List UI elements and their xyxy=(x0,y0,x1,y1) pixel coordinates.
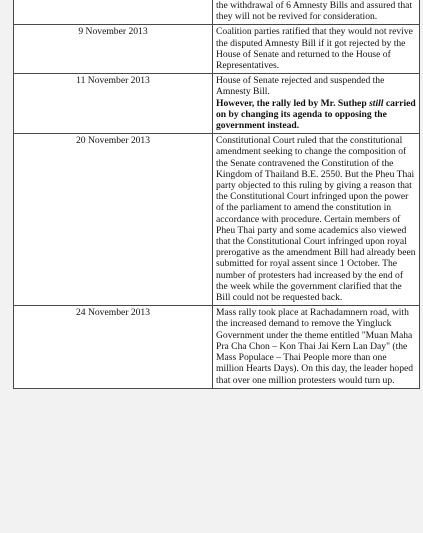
emphasis-text-start: However, the rally led by Mr. Suthep xyxy=(216,97,370,109)
date-cell: 24 November 2013 xyxy=(14,306,213,388)
event-cell: Constitutional Court ruled that the constitutional amendment seeking to change the composition of the Senate contravened the Constitution of the Kingdom of Thailand B.E. 2550. But the Pheu Thai party objected to this ruling by giving a reason that the Constitutional Court infringed upon the power of the parliament to amend the constitution in accordance with procedure. Certain members of Pheu Thai party and some academics also viewed that the Constitutional Court infringed upon royal prerogative as the amendment Bill had already been submitted for royal assent since 1 October. The number of protesters had increased by the end of the week while the government clarified that the Bill could not be requested back. xyxy=(213,134,420,306)
event-cell: Coalition parties ratified that they would not revive the disputed Amnesty Bill if it got rejected by the House of Senate and returned to the House of Representatives. xyxy=(213,25,420,74)
table-row xyxy=(14,74,420,134)
event-text: House of Senate rejected and suspended the Amnesty Bill. xyxy=(216,75,385,98)
table-row xyxy=(14,25,420,74)
emphasis-text xyxy=(216,98,416,131)
table-row xyxy=(14,306,420,388)
date-cell: 20 November 2013 xyxy=(14,134,213,306)
date-cell: 9 November 2013 xyxy=(14,25,213,74)
date-cell: 11 November 2013 xyxy=(14,74,213,134)
emphasis-text-end: carried on by changing its agenda to opposing the government instead. xyxy=(216,97,416,132)
table-row xyxy=(14,0,420,25)
date-cell xyxy=(14,0,213,25)
event-cell: the withdrawal of 6 Amnesty Bills and assured that they will not be revived for consideration. xyxy=(213,0,420,25)
table-row xyxy=(14,134,420,306)
emphasis-text-italic: still xyxy=(369,97,384,109)
timeline-table xyxy=(13,0,420,389)
event-cell: Mass rally took place at Rachadamnern road, with the increased demand to remove the Yingluck Government under the theme entitled "Muan Maha Pra Cha Chon – Kon Thai Jai Kern Lan Day" (the Mass Populace – Thai People more than one million Hearts Days). On this day, the leader hoped that over one million protesters would turn up. xyxy=(213,306,420,388)
event-cell xyxy=(213,74,420,134)
